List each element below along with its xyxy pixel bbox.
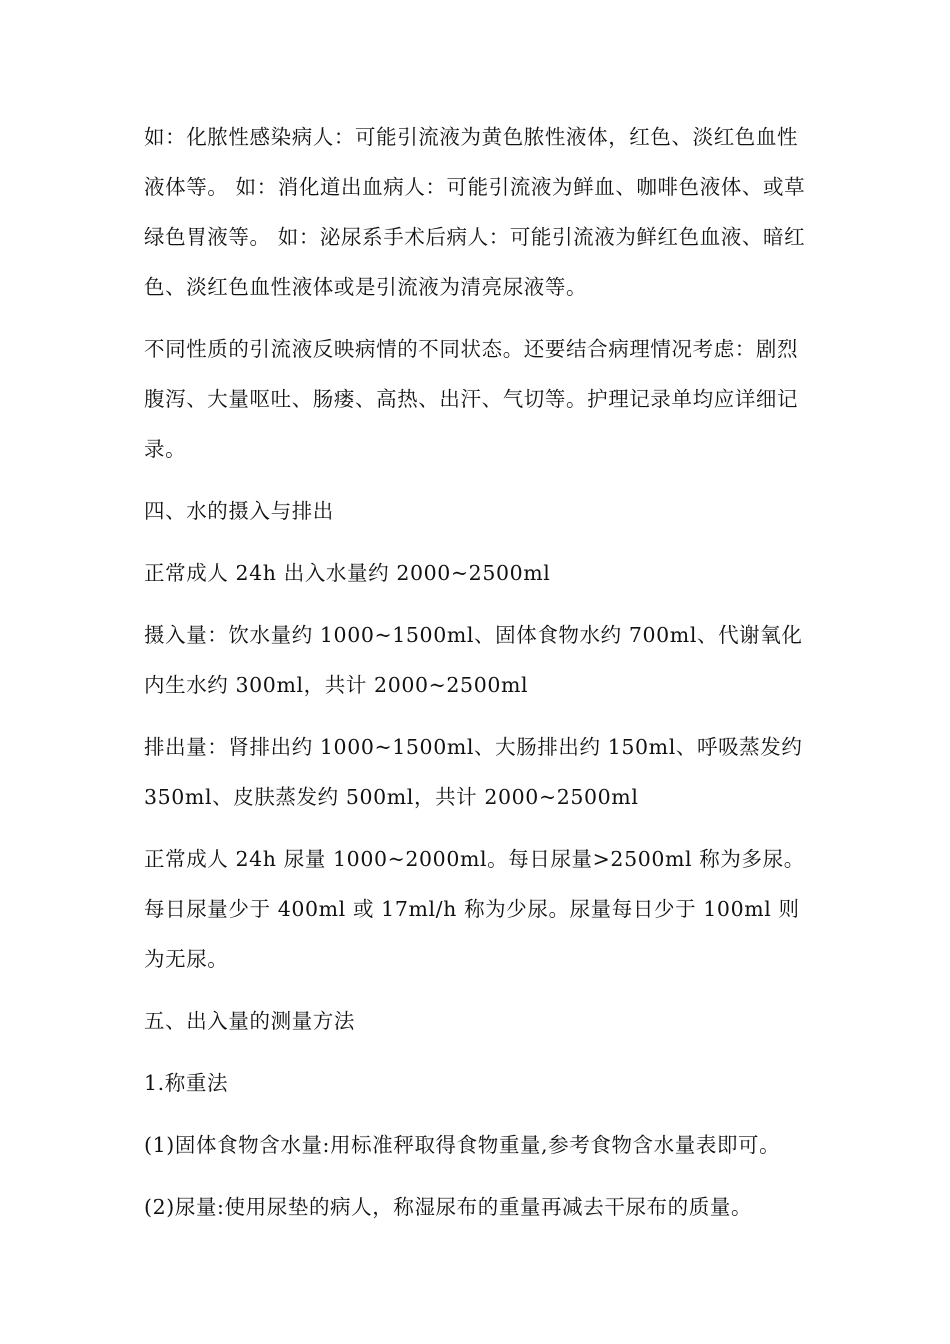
section-heading-measurement-methods: 五、出入量的测量方法 <box>144 1009 355 1033</box>
paragraph-urine-volume: 正常成人 24h 尿量 1000~2000ml。每日尿量>2500ml 称为多尿。每日尿量少于 400ml 或 17ml/h 称为少尿。尿量每日少于 100ml 则为无尿。 <box>144 847 805 971</box>
paragraph-drainage-significance: 不同性质的引流液反映病情的不同状态。还要结合病理情况考虑：剧烈腹泻、大量呕吐、肠瘘、高热、出汗、气切等。护理记录单均应详细记录。 <box>144 337 799 461</box>
paragraph-normal-daily-volume: 正常成人 24h 出入水量约 2000~2500ml <box>144 561 551 585</box>
paragraph-drainage-examples: 如：化脓性感染病人：可能引流液为黄色脓性液体，红色、淡红色血性液体等。 如：消化道出血病人：可能引流液为鲜血、咖啡色液体、或草绿色胃液等。 如：泌尿系手术后病人：可能引流液为鲜红色血液、暗红色、淡红色血性液体或是引流液为清亮尿液等。 <box>144 125 806 299</box>
document-body <box>144 112 814 1244</box>
subheading-weighing-method: 1.称重法 <box>144 1071 229 1095</box>
paragraph-output-amount: 排出量：肾排出约 1000~1500ml、大肠排出约 150ml、呼吸蒸发约350ml、皮肤蒸发约 500ml，共计 2000~2500ml <box>144 735 803 809</box>
paragraph-solid-food-water: (1)固体食物含水量:用标准秤取得食物重量,参考食物含水量表即可。 <box>144 1133 781 1157</box>
paragraph-urine-measurement: (2)尿量:使用尿垫的病人，称湿尿布的重量再减去干尿布的质量。 <box>144 1195 753 1219</box>
section-heading-water-intake-output: 四、水的摄入与排出 <box>144 499 334 523</box>
paragraph-intake-amount: 摄入量：饮水量约 1000~1500ml、固体食物水约 700ml、代谢氧化内生水约 300ml，共计 2000~2500ml <box>144 623 803 697</box>
